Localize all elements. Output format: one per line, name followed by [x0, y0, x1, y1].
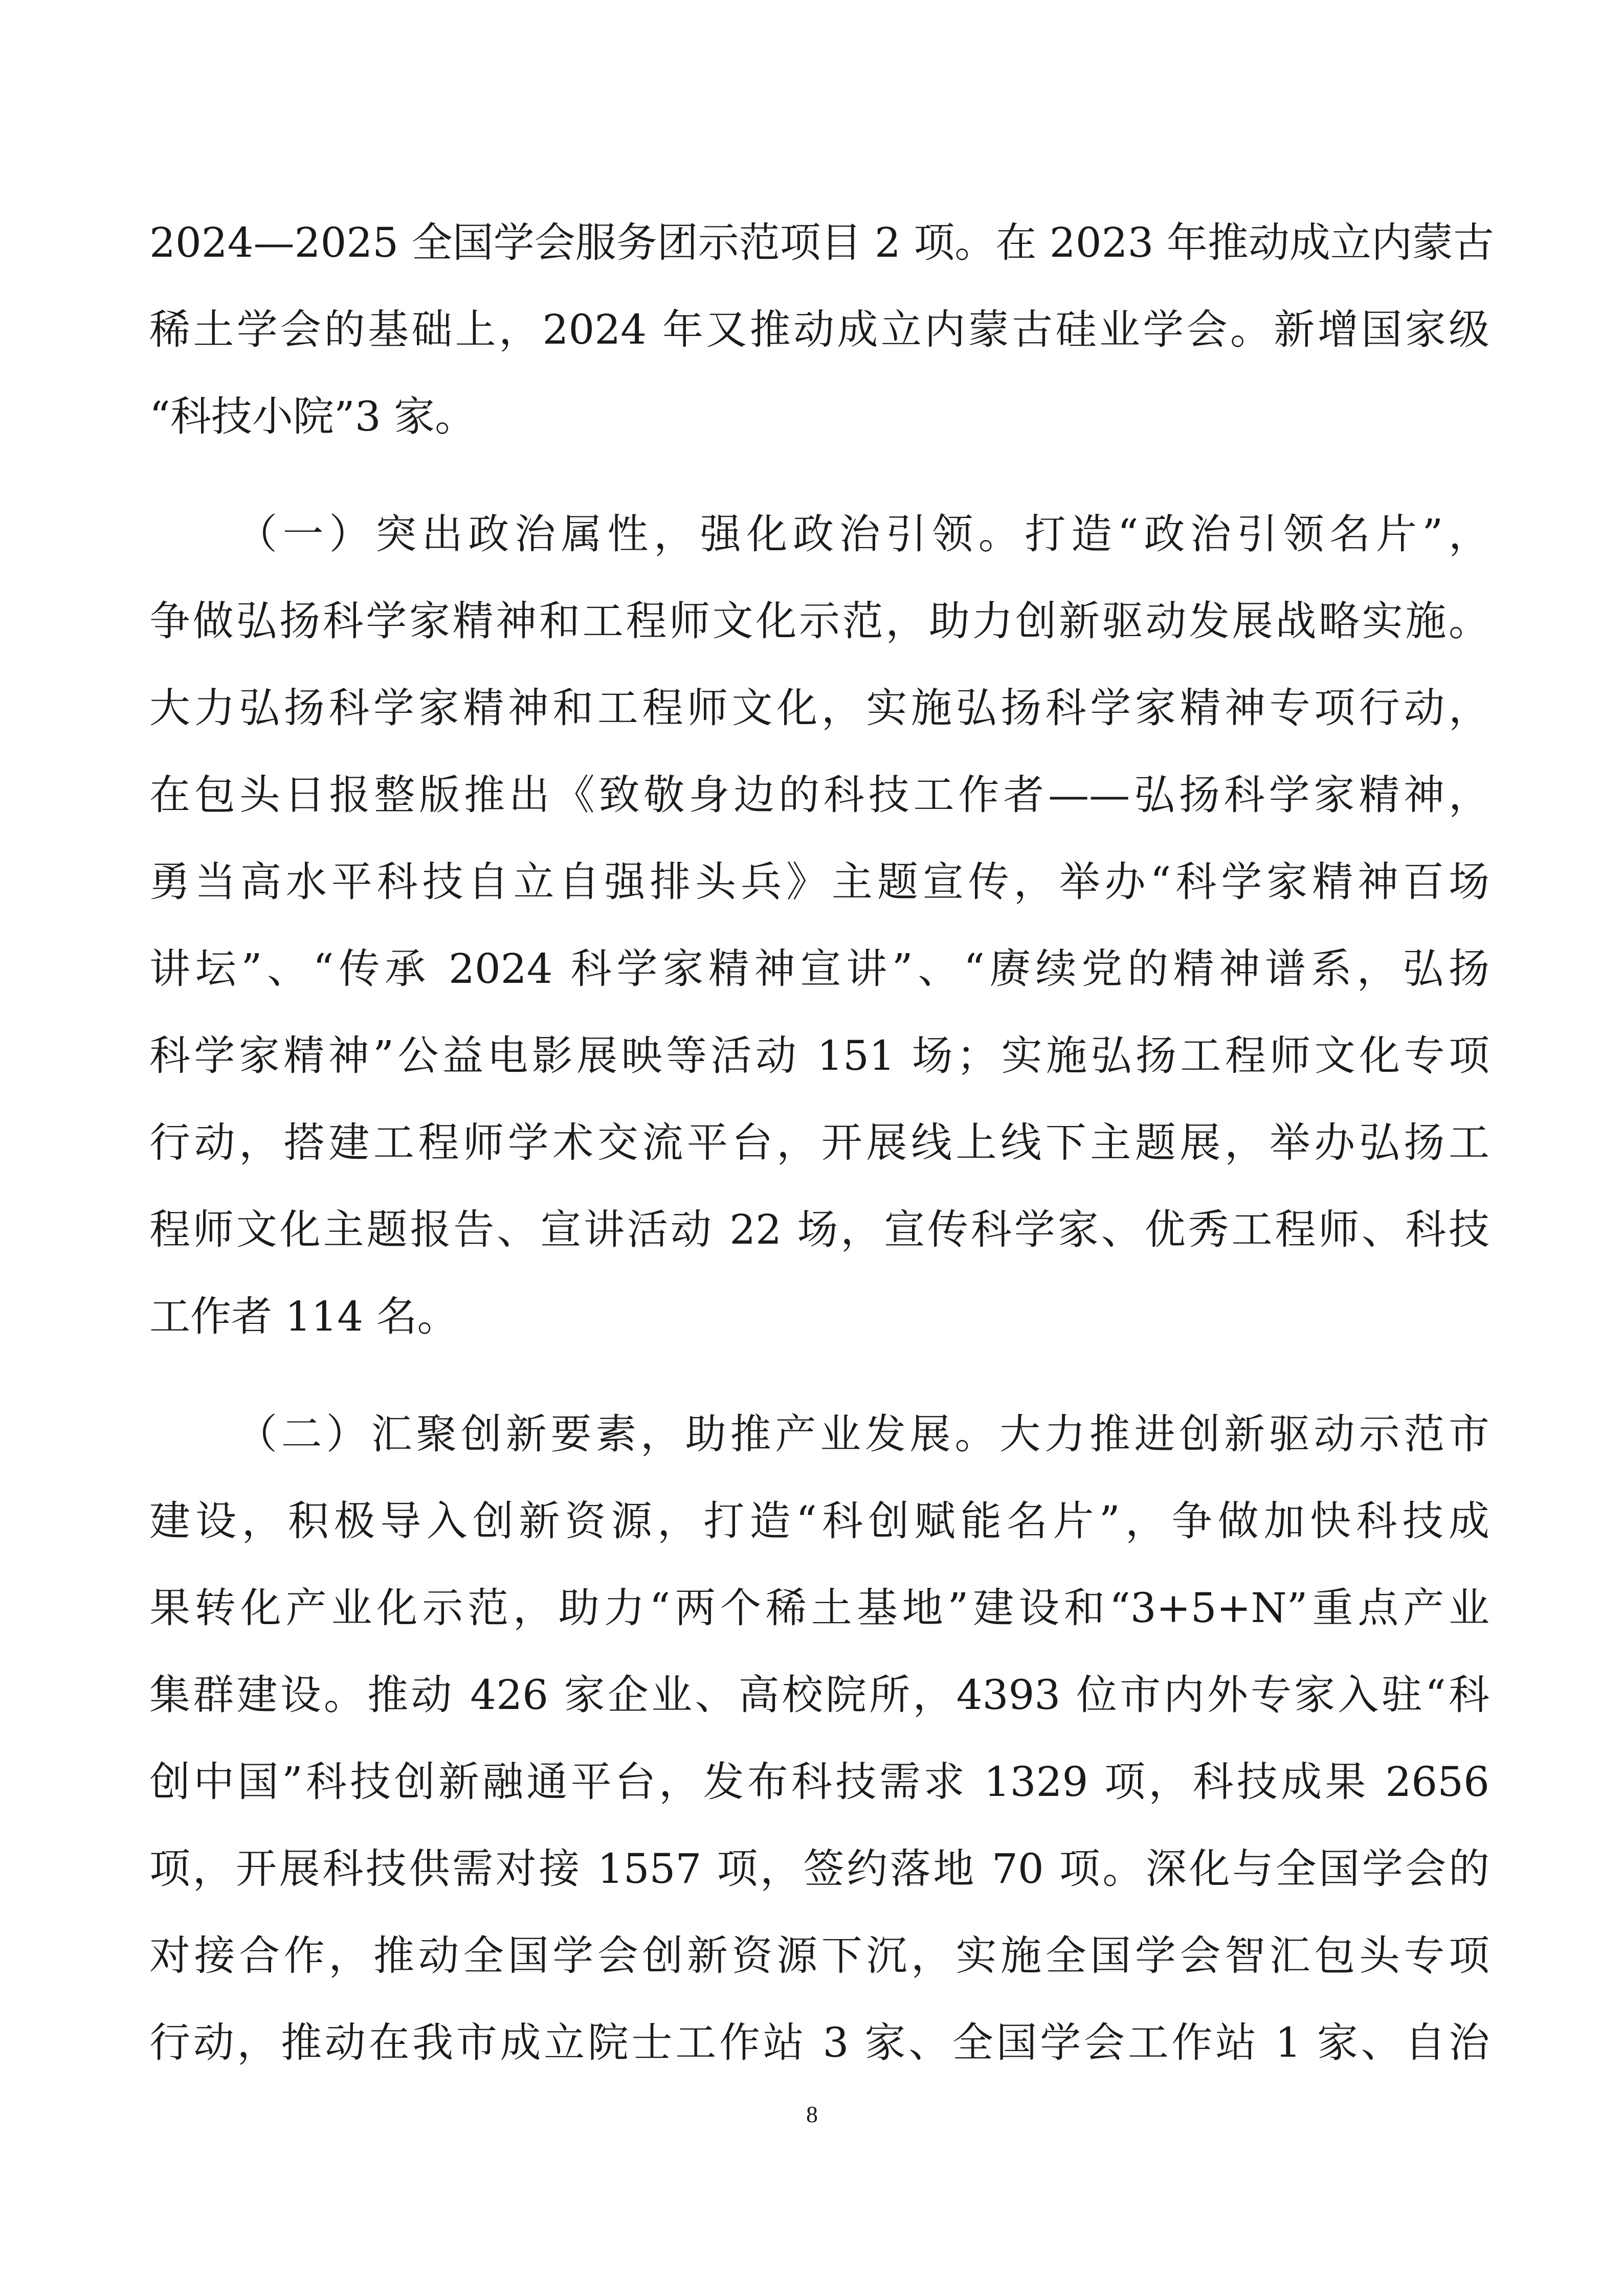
paragraph-line: 建设，积极导入创新资源，打造“科创赋能名片”，争做加快科技成: [149, 1497, 1489, 1545]
paragraph-line: 创中国”科技创新融通平台，发布科技需求 1329 项，科技成果 2656: [149, 1758, 1489, 1806]
paragraph-line: 工作者 114 名。: [149, 1293, 458, 1340]
paragraph-line: 果转化产业化示范，助力“两个稀土基地”建设和“3+5+N”重点产业: [149, 1584, 1489, 1632]
paragraph-line: 项，开展科技供需对接 1557 项，签约落地 70 项。深化与全国学会的: [149, 1845, 1489, 1893]
paragraph-line: （一）突出政治属性，强化政治引领。打造“政治引领名片”，: [236, 510, 1489, 558]
paragraph-line: 程师文化主题报告、宣讲活动 22 场，宣传科学家、优秀工程师、科技: [149, 1206, 1489, 1253]
paragraph-line: 大力弘扬科学家精神和工程师文化，实施弘扬科学家精神专项行动，: [149, 684, 1489, 732]
paragraph-line: “科技小院”3 家。: [149, 393, 476, 440]
paragraph-line: 科学家精神”公益电影展映等活动 151 场；实施弘扬工程师文化专项: [149, 1032, 1489, 1079]
paragraph-line: 集群建设。推动 426 家企业、高校院所，4393 位市内外专家入驻“科: [149, 1671, 1489, 1719]
paragraph-line: 讲坛”、“传承 2024 科学家精神宣讲”、“赓续党的精神谱系，弘扬: [149, 945, 1489, 993]
paragraph-line: 2024—2025 全国学会服务团示范项目 2 项。在 2023 年推动成立内蒙古: [149, 219, 1494, 266]
paragraph-line: 行动，推动在我市成立院士工作站 3 家、全国学会工作站 1 家、自治: [149, 2019, 1489, 2066]
paragraph-line: （二）汇聚创新要素，助推产业发展。大力推进创新驱动示范市: [236, 1410, 1489, 1458]
paragraph-line: 稀土学会的基础上，2024 年又推动成立内蒙古硅业学会。新增国家级: [149, 306, 1489, 353]
paragraph-line: 在包头日报整版推出《致敬身边的科技工作者——弘扬科学家精神，: [149, 771, 1489, 819]
paragraph-line: 争做弘扬科学家精神和工程师文化示范，助力创新驱动发展战略实施。: [149, 597, 1489, 645]
paragraph-line: 勇当高水平科技自立自强排头兵》主题宣传，举办“科学家精神百场: [149, 858, 1489, 906]
page-number: 8: [806, 2101, 818, 2127]
paragraph-line: 对接合作，推动全国学会创新资源下沉，实施全国学会智汇包头专项: [149, 1932, 1489, 1979]
paragraph-line: 行动，搭建工程师学术交流平台，开展线上线下主题展，举办弘扬工: [149, 1119, 1489, 1166]
